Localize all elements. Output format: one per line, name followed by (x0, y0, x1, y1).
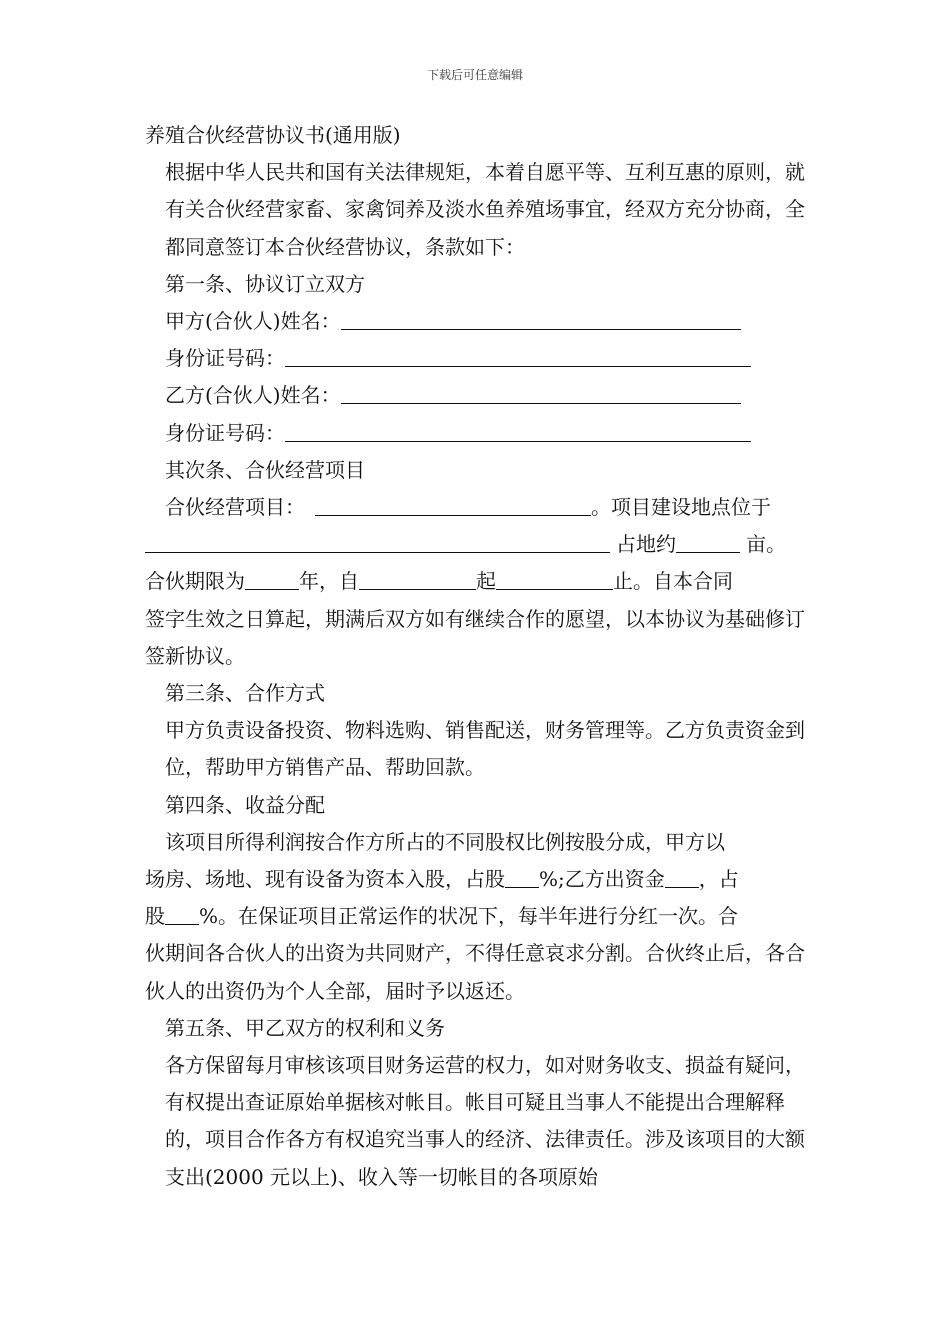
page-header: 下载后可任意编辑 (426, 68, 523, 82)
article-5-title: 第五条、甲乙双方的权利和义务 (165, 1015, 445, 1040)
article-3-title: 第三条、合作方式 (165, 681, 325, 706)
party-b-label: 乙方(合伙人)姓名： (165, 383, 341, 408)
party-b-capital-blank (665, 867, 699, 888)
document-body (145, 117, 810, 1196)
share-text-e: %。在保证项目正常运作的状况下，每半年进行分红一次。合 (199, 904, 739, 929)
project-blank (315, 495, 591, 516)
intro-paragraph: 根据中华人民共和国有关法律规矩，本着自愿平等、互利互惠的原则，就有关合伙经营家畜、家禽饲养及淡水鱼养殖场事宜，经双方充分协商，全都同意签订本合伙经营协议，条款如下： (165, 160, 805, 259)
party-b-id-line (145, 415, 810, 452)
term-text-d: 止。自本合同 (613, 569, 733, 594)
article-5-body: 各方保留每月审核该项目财务运营的权力，如对财务收支、损益有疑问，有权提出查证原始单据核对帐目。帐目可疑且当事人不能提出合理解释的，项目合作各方有权追究当事人的经济、法律责任。涉及该项目的大额支出(2000 元以上)、收入等一切帐目的各项原始 (165, 1053, 805, 1189)
project-label: 合伙经营项目： (165, 495, 305, 520)
article-4-line-1: 该项目所得利润按合作方所占的不同股权比例按股分成，甲方以 (165, 829, 725, 854)
area-text: 占地约 (616, 532, 676, 557)
share-text-a: 场房、场地、现有设备为资本入股，占股 (145, 867, 505, 892)
party-a-id-blank (285, 346, 751, 367)
location-text: 。项目建设地点位于 (591, 495, 771, 520)
document-title: 养殖合伙经营协议书(通用版) (145, 123, 401, 147)
location-blank (145, 532, 610, 553)
term-paragraph-rest: 签字生效之日算起，期满后双方如有继续合作的愿望，以本协议为基础修订签新协议。 (145, 606, 805, 668)
party-b-name-line (145, 377, 810, 414)
term-text-c: 起 (476, 569, 496, 594)
party-b-share-blank (165, 904, 199, 925)
article-4-title: 第四条、收益分配 (165, 792, 325, 817)
article-2-title: 其次条、合伙经营项目 (165, 457, 365, 482)
party-b-id-blank (285, 421, 751, 442)
party-a-id-line (145, 340, 810, 377)
area-blank (676, 532, 740, 553)
share-text-b: %;乙方出资金 (539, 867, 665, 892)
share-text-c: ，占 (698, 867, 739, 892)
article-4-rest: 伙期间各合伙人的出资为共同财产，不得任意哀求分割。合伙终止后，各合伙人的出资仍为个人全部，届时予以返还。 (145, 941, 805, 1003)
article-3-body: 甲方负责设备投资、物料选购、销售配送，财务管理等。乙方负责资金到位，帮助甲方销售产品、帮助回款。 (165, 718, 805, 780)
term-line (145, 563, 810, 600)
term-years-blank (245, 569, 299, 590)
party-a-name-line (145, 303, 810, 340)
party-b-name-blank (341, 383, 741, 404)
party-b-id-label: 身份证号码： (165, 420, 285, 445)
party-a-label: 甲方(合伙人)姓名： (165, 309, 341, 334)
term-text-a: 合伙期限为 (145, 569, 245, 594)
party-a-share-blank (505, 867, 539, 888)
location-line (145, 526, 810, 563)
project-line (145, 489, 810, 526)
article-1-title: 第一条、协议订立双方 (165, 271, 365, 296)
term-end-blank (496, 569, 613, 590)
term-text-b: 年，自 (299, 569, 359, 594)
article-4-line-3 (145, 898, 810, 935)
party-a-name-blank (341, 309, 741, 330)
share-text-d: 股 (145, 904, 165, 929)
party-a-id-label: 身份证号码： (165, 346, 285, 371)
term-start-blank (359, 569, 476, 590)
article-4-line-2 (145, 861, 810, 898)
mu-text: 亩。 (746, 532, 786, 557)
